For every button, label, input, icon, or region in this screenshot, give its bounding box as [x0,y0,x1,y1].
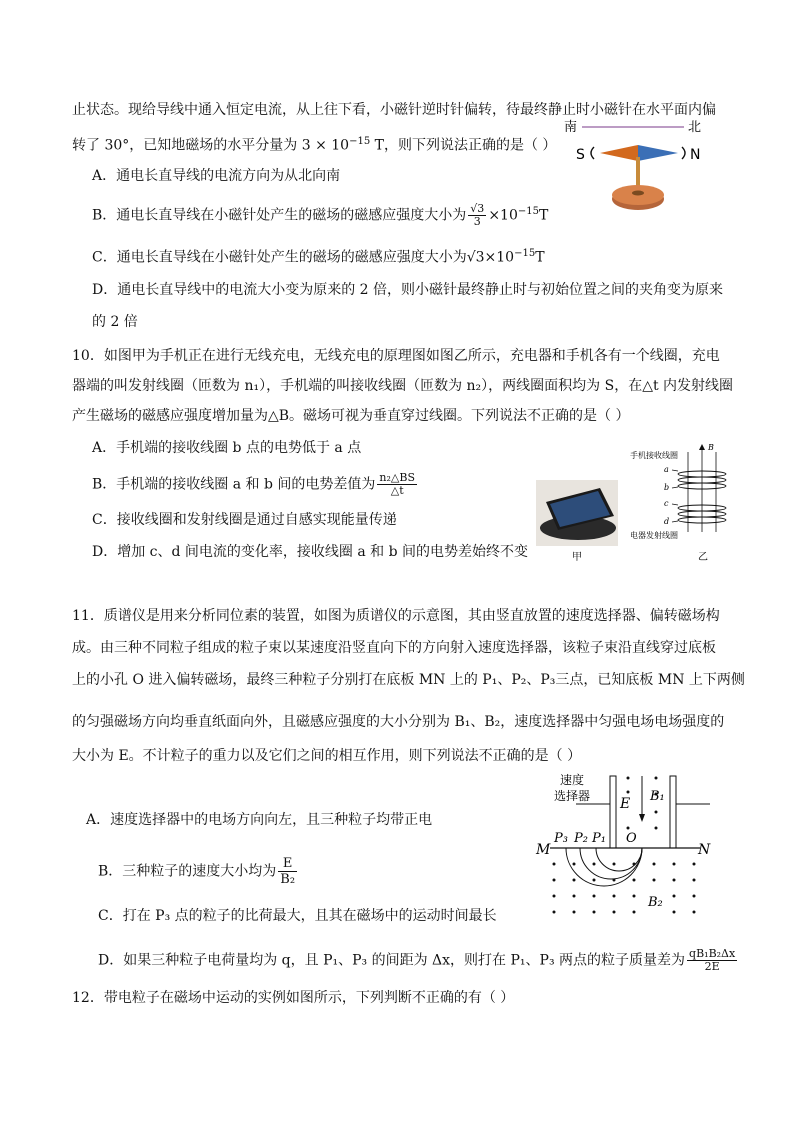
label-selector-1: 速度 [560,773,585,787]
q9-option-c: C．通电长直导线在小磁针处产生的磁场的磁感应强度大小为$√3\times 10^{-15}T$ [92,248,545,266]
q11-stem-line3: 上的小孔 O 进入偏转磁场，最终三种粒子分别打在底板 MN 上的 P₁、P₂、P₃三点，已知底板 MN 上下两侧 [72,672,745,688]
label-yi: 乙 [698,552,708,562]
label-n: N [698,842,711,858]
q11-d-fraction: $\frac{\text{qB₁B₂Δx}}{2E}$ [689,947,736,973]
q9-option-b: B．通电长直导线在小磁针处产生的磁场的磁感应强度大小为 $\frac{√3}{3}$ $\times 10^{-15}T$ [92,202,549,229]
q11-stem-line2: 成。由三种不同粒子组成的粒子束以某速度沿竖直向下的方向射入速度选择器，该粒子束沿直线穿过底板 [72,640,716,656]
q9-option-d-line2: 的 2 倍 [92,314,138,330]
label-d: d [664,517,670,526]
label-p2: P₂ [574,831,588,846]
q9-line2: 转了 30°，已知地磁场的水平分量为 $3 \times 10^{-15}$ T，则下列说法正确的是（ ） [72,136,557,154]
q9-option-d-line1: D．通电长直导线中的电流大小变为原来的 2 倍，则小磁针最终静止时与初始位置之间的夹角变为原来 [92,282,724,298]
q10-stem-line3: 产生磁场的磁感应强度增加量为△B。磁场可视为垂直穿过线圈。下列说法不正确的是（ ） [72,408,630,424]
label-b: b [664,483,670,492]
label-north: 北 [688,120,702,135]
q12-stem-line1: 12．带电粒子在磁场中运动的实例如图所示，下列判断不正确的有（ ） [72,990,515,1006]
q10-option-a: A．手机端的接收线圈 b 点的电势低于 a 点 [92,440,362,456]
label-send-coil: 电器发射线圈 [630,531,678,540]
compass-figure [560,115,720,225]
label-field-b: B [708,443,714,452]
q10-b-fraction: $\frac{\text{n₂△BS}}{\triangle t}$ [379,471,415,497]
q11-stem-line1: 11．质谱仪是用来分析同位素的装置，如图为质谱仪的示意图，其由竖直放置的速度选择器、偏转磁场构 [72,608,720,624]
label-a: a [664,465,669,474]
label-south: 南 [564,120,578,135]
q10-option-b: B．手机端的接收线圈 a 和 b 间的电势差值为 $\frac{\text{n₂△BS}}{\triangle t}$ [92,471,415,497]
label-selector-2: 选择器 [554,789,591,803]
label-b1: B₁ [650,789,665,804]
label-n-pole: N [690,147,701,163]
q11-option-c: C．打在 P₃ 点的粒子的比荷最大，且其在磁场中的运动时间最长 [98,908,497,924]
q11-stem-line5: 大小为 E。不计粒子的重力以及它们之间的相互作用，则下列说法不正确的是（ ） [72,748,582,764]
q10-option-d: D．增加 c、d 间电流的变化率，接收线圈 a 和 b 间的电势差始终不变 [92,544,529,560]
q9-line1: 止状态。现给导线中通入恒定电流，从上往下看，小磁针逆时针偏转，待最终静止时小磁针在水平面内偏 [72,102,716,118]
label-m: M [536,842,551,858]
label-jia: 甲 [572,552,582,562]
label-c: c [664,499,669,508]
label-b2: B₂ [648,895,663,910]
q10-option-c: C．接收线圈和发射线圈是通过自感实现能量传递 [92,512,397,528]
q10-stem-line2: 器端的叫发射线圈（匝数为 n₁），手机端的叫接收线圈（匝数为 n₂），两线圈面积均为 S，在△t 内发射线圈 [72,378,734,394]
q11-b-fraction: $\frac{E}{\text{B₂}}$ [280,856,296,887]
label-p3: P₃ [554,831,568,846]
q9-b-fraction: $\frac{√3}{3}$ [470,202,485,229]
coil-diagram [630,440,750,562]
label-o: O [626,831,637,846]
q9-option-a: A．通电长直导线的电流方向为从北向南 [92,168,341,184]
label-p1: P₁ [592,831,606,846]
q11-stem-line4: 的匀强磁场方向均垂直纸面向外，且磁感应强度的大小分别为 B₁、B₂，速度选择器中匀强电场电场强度的 [72,714,725,730]
label-s-pole: S [576,147,585,163]
mass-spectrometer-figure [530,768,720,924]
q11-option-a: A．速度选择器中的电场方向向左，且三种粒子均带正电 [86,812,433,828]
q11-option-d: D．如果三种粒子电荷量均为 q，且 P₁、P₃ 的间距为 Δx，则打在 P₁、P₃ 两点的粒子质量差为 $\frac{\text{qB₁B₂Δx}}{2E}$ [98,947,736,973]
phone-charging-photo [536,480,618,562]
label-receive-coil: 手机接收线圈 [630,451,678,460]
q11-option-b: B．三种粒子的速度大小均为 $\frac{E}{\text{B₂}}$ [98,856,296,887]
q10-stem-line1: 10．如图甲为手机正在进行无线充电，无线充电的原理图如图乙所示，充电器和手机各有一个线圈，充电 [72,348,720,364]
label-e: E [620,796,631,812]
